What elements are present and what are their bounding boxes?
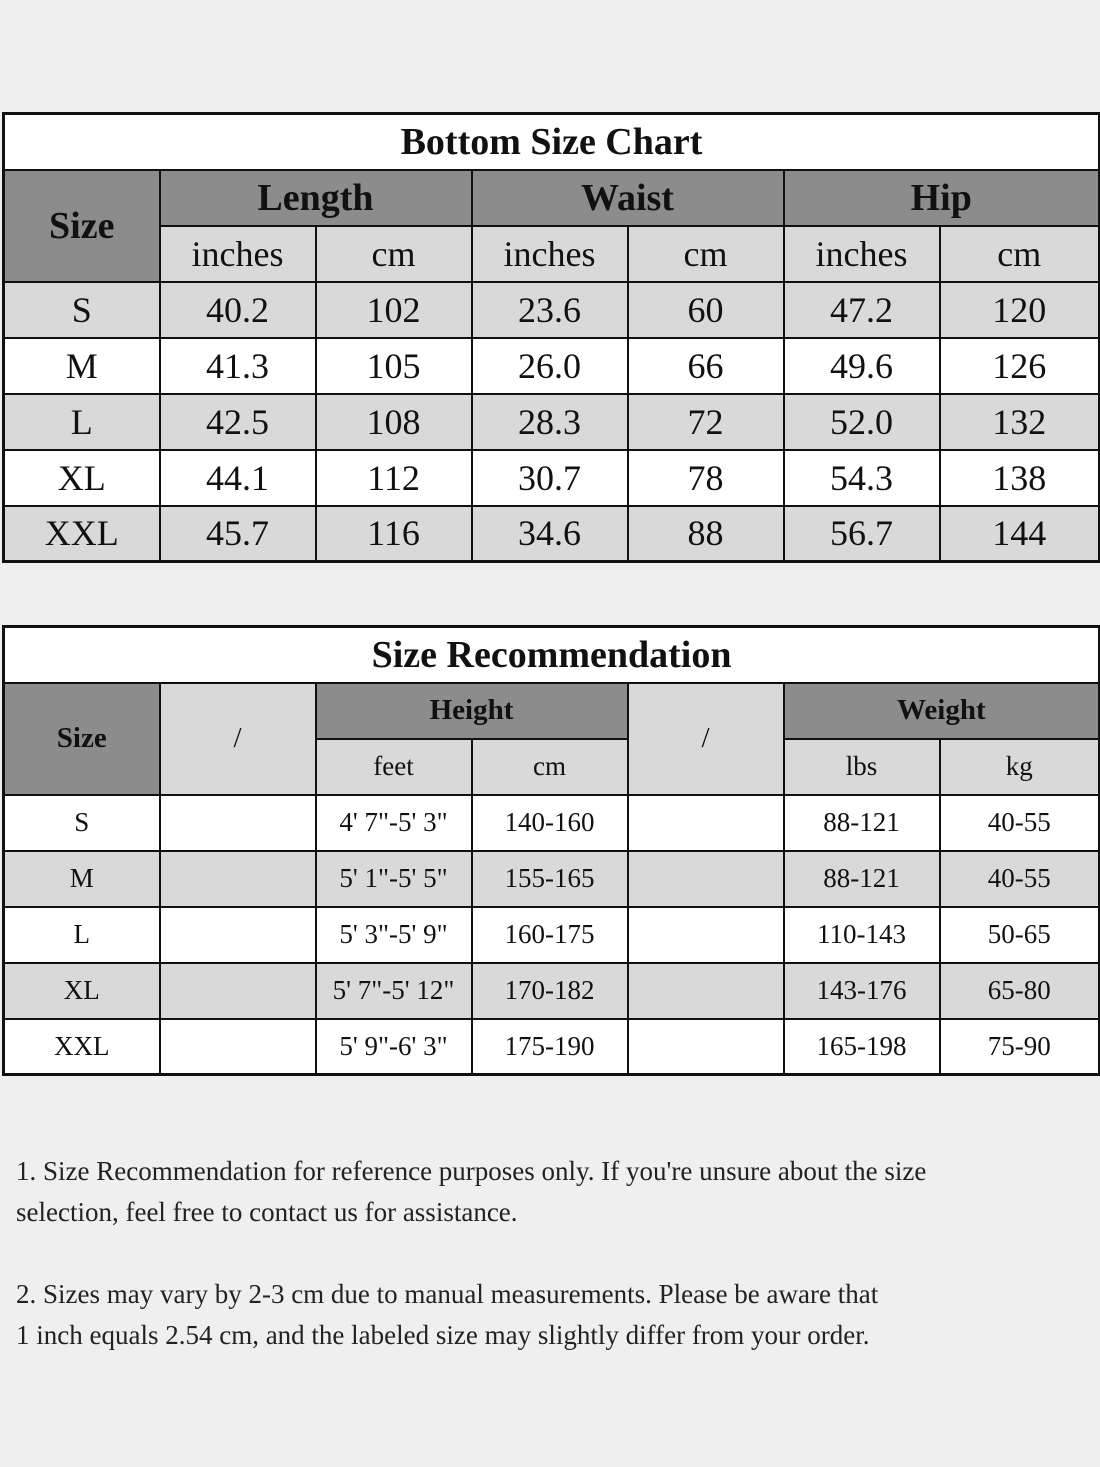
value-cell: 34.6 bbox=[472, 506, 628, 562]
size-header: Size bbox=[4, 170, 160, 282]
size-header: Size bbox=[4, 683, 160, 795]
value-cell: 47.2 bbox=[784, 282, 940, 338]
unit-header: feet bbox=[316, 739, 472, 795]
value-cell: 138 bbox=[940, 450, 1100, 506]
table-row bbox=[4, 506, 1100, 562]
kg-cell: 65-80 bbox=[940, 963, 1100, 1019]
value-cell: 66 bbox=[628, 338, 784, 394]
table-row bbox=[4, 795, 1100, 851]
value-cell: 45.7 bbox=[160, 506, 316, 562]
blank-header: / bbox=[628, 683, 784, 795]
note-line: 2. Sizes may vary by 2-3 cm due to manual measurements. Please be aware that bbox=[16, 1279, 879, 1309]
waist-header: Waist bbox=[472, 170, 784, 226]
unit-header: cm bbox=[940, 226, 1100, 282]
size-cell: S bbox=[4, 795, 160, 851]
kg-cell: 75-90 bbox=[940, 1019, 1100, 1075]
value-cell: 78 bbox=[628, 450, 784, 506]
value-cell: 44.1 bbox=[160, 450, 316, 506]
weight-header: Weight bbox=[784, 683, 1100, 739]
unit-header: cm bbox=[472, 739, 628, 795]
length-header: Length bbox=[160, 170, 472, 226]
kg-cell: 50-65 bbox=[940, 907, 1100, 963]
note-line: selection, feel free to contact us for assistance. bbox=[16, 1197, 518, 1227]
empty-cell bbox=[628, 907, 784, 963]
cm-cell: 160-175 bbox=[472, 907, 628, 963]
unit-header: inches bbox=[784, 226, 940, 282]
value-cell: 108 bbox=[316, 394, 472, 450]
size-cell: M bbox=[4, 338, 160, 394]
empty-cell bbox=[160, 1019, 316, 1075]
table-row bbox=[4, 282, 1100, 338]
value-cell: 132 bbox=[940, 394, 1100, 450]
size-cell: L bbox=[4, 394, 160, 450]
feet-cell: 4' 7"-5' 3" bbox=[316, 795, 472, 851]
unit-header: cm bbox=[628, 226, 784, 282]
empty-cell bbox=[160, 851, 316, 907]
note-2 bbox=[16, 1274, 1086, 1356]
empty-cell bbox=[160, 907, 316, 963]
unit-header: cm bbox=[316, 226, 472, 282]
size-cell: S bbox=[4, 282, 160, 338]
value-cell: 88 bbox=[628, 506, 784, 562]
size-cell: XXL bbox=[4, 1019, 160, 1075]
lbs-cell: 165-198 bbox=[784, 1019, 940, 1075]
value-cell: 49.6 bbox=[784, 338, 940, 394]
lbs-cell: 88-121 bbox=[784, 795, 940, 851]
value-cell: 52.0 bbox=[784, 394, 940, 450]
value-cell: 102 bbox=[316, 282, 472, 338]
value-cell: 41.3 bbox=[160, 338, 316, 394]
size-cell: XL bbox=[4, 450, 160, 506]
size-recommendation-table bbox=[2, 625, 1100, 1076]
cm-cell: 175-190 bbox=[472, 1019, 628, 1075]
size-cell: XL bbox=[4, 963, 160, 1019]
value-cell: 72 bbox=[628, 394, 784, 450]
value-cell: 42.5 bbox=[160, 394, 316, 450]
value-cell: 144 bbox=[940, 506, 1100, 562]
lbs-cell: 110-143 bbox=[784, 907, 940, 963]
cm-cell: 140-160 bbox=[472, 795, 628, 851]
size-cell: XXL bbox=[4, 506, 160, 562]
hip-header: Hip bbox=[784, 170, 1100, 226]
empty-cell bbox=[628, 963, 784, 1019]
value-cell: 23.6 bbox=[472, 282, 628, 338]
bottom-chart-title: Bottom Size Chart bbox=[4, 114, 1100, 170]
feet-cell: 5' 7"-5' 12" bbox=[316, 963, 472, 1019]
value-cell: 105 bbox=[316, 338, 472, 394]
feet-cell: 5' 3"-5' 9" bbox=[316, 907, 472, 963]
feet-cell: 5' 1"-5' 5" bbox=[316, 851, 472, 907]
kg-cell: 40-55 bbox=[940, 795, 1100, 851]
size-cell: M bbox=[4, 851, 160, 907]
kg-cell: 40-55 bbox=[940, 851, 1100, 907]
table-row bbox=[4, 907, 1100, 963]
note-line: 1. Size Recommendation for reference purposes only. If you're unsure about the size bbox=[16, 1156, 927, 1186]
table-row bbox=[4, 338, 1100, 394]
unit-header: lbs bbox=[784, 739, 940, 795]
value-cell: 30.7 bbox=[472, 450, 628, 506]
unit-header: inches bbox=[472, 226, 628, 282]
table-row bbox=[4, 851, 1100, 907]
value-cell: 126 bbox=[940, 338, 1100, 394]
table-row bbox=[4, 450, 1100, 506]
size-cell: L bbox=[4, 907, 160, 963]
value-cell: 40.2 bbox=[160, 282, 316, 338]
value-cell: 60 bbox=[628, 282, 784, 338]
cm-cell: 155-165 bbox=[472, 851, 628, 907]
note-line: 1 inch equals 2.54 cm, and the labeled size may slightly differ from your order. bbox=[16, 1320, 870, 1350]
unit-header: inches bbox=[160, 226, 316, 282]
value-cell: 54.3 bbox=[784, 450, 940, 506]
height-header: Height bbox=[316, 683, 628, 739]
note-1 bbox=[16, 1151, 1086, 1233]
empty-cell bbox=[160, 795, 316, 851]
value-cell: 112 bbox=[316, 450, 472, 506]
empty-cell bbox=[628, 1019, 784, 1075]
recommendation-title: Size Recommendation bbox=[4, 627, 1100, 683]
empty-cell bbox=[628, 851, 784, 907]
unit-header: kg bbox=[940, 739, 1100, 795]
blank-header: / bbox=[160, 683, 316, 795]
lbs-cell: 88-121 bbox=[784, 851, 940, 907]
table-row bbox=[4, 394, 1100, 450]
value-cell: 28.3 bbox=[472, 394, 628, 450]
table-row bbox=[4, 1019, 1100, 1075]
value-cell: 56.7 bbox=[784, 506, 940, 562]
feet-cell: 5' 9"-6' 3" bbox=[316, 1019, 472, 1075]
value-cell: 26.0 bbox=[472, 338, 628, 394]
empty-cell bbox=[628, 795, 784, 851]
table-row bbox=[4, 963, 1100, 1019]
value-cell: 120 bbox=[940, 282, 1100, 338]
lbs-cell: 143-176 bbox=[784, 963, 940, 1019]
bottom-size-chart-table bbox=[2, 112, 1100, 563]
cm-cell: 170-182 bbox=[472, 963, 628, 1019]
value-cell: 116 bbox=[316, 506, 472, 562]
empty-cell bbox=[160, 963, 316, 1019]
